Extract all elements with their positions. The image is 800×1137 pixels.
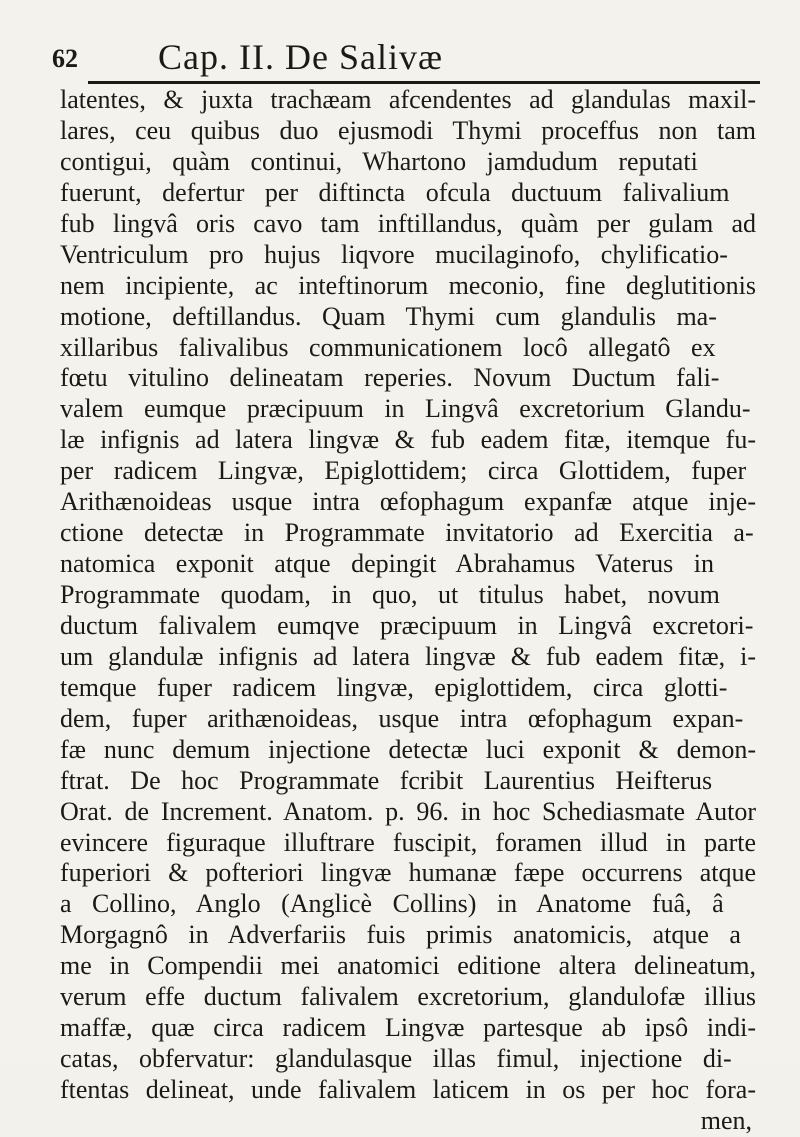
text-line: maffæ, quæ circa radicem Lingvæ partesque ab ipsô indi- [60,1013,756,1043]
text-line: fœtu vitulino delineatam reperies. Novum Ductum fali- [60,363,720,393]
text-line: verum effe ductum falivalem excretorium, glandulofæ illius [60,982,756,1012]
text-line: læ infignis ad latera lingvæ & fub eadem fitæ, itemque fu- [60,425,756,455]
text-line: catas, obfervatur: glandulasque illas fimul, injectione di- [60,1044,732,1074]
text-line: Arithænoideas usque intra œfophagum expanfæ atque inje- [60,487,756,517]
text-line: a Collino, Anglo (Anglicè Collins) in Anatome fuâ, â [60,889,724,919]
body-text [60,85,760,1137]
text-line: fuperiori & pofteriori lingvæ humanæ fæpe occurrens atque [60,858,756,888]
text-line: men, [700,1105,752,1135]
text-line: per radicem Lingvæ, Epiglottidem; circa Glottidem, fuper [60,456,747,486]
text-line: fuerunt, defertur per diftincta ofcula ductuum falivalium [60,177,730,207]
text-line: ctione detectæ in Programmate invitatorio ad Exercitia a- [60,518,754,548]
page-number: 62 [52,44,78,73]
page-header [48,30,760,86]
text-line: Morgagnô in Adverfariis fuis primis anatomicis, atque a [60,920,741,950]
text-line: Orat. de Increment. Anatom. p. 96. in hoc Schediasmate Autor [60,796,756,826]
running-head: Cap. II. De Salivæ [158,37,443,77]
text-line: ftentas delineat, unde falivalem laticem in os per hoc fora- [60,1075,756,1104]
text-line: temque fuper radicem lingvæ, epiglottidem, circa glotti- [60,672,728,702]
text-line: contigui, quàm continui, Whartono jamdudum reputati [60,146,698,176]
text-line: ductum falivalem eumqve præcipuum in Lingvâ excretori- [60,610,754,640]
text-line: ftrat. De hoc Programmate fcribit Laurentius Heifterus [60,765,713,795]
text-line: me in Compendii mei anatomici editione altera delineatum, [60,951,756,981]
text-line: valem eumque præcipuum in Lingvâ excretorium Glandu- [60,394,751,424]
text-line: motione, deftillandus. Quam Thymi cum glandulis ma- [60,301,717,331]
text-line: fæ nunc demum injectione detectæ luci exponit & demon- [60,734,756,764]
text-line: nem incipiente, ac inteftinorum meconio, fine deglutitionis [60,270,756,300]
text-line: evincere figuraque illuftrare fuscipit, foramen illud in parte [60,827,756,857]
text-line: xillaribus falivalibus communicationem locô allegatô ex [60,332,716,362]
text-line: natomica exponit atque depingit Abrahamus Vaterus in [60,549,714,579]
text-line: Programmate quodam, in quo, ut titulus habet, novum [60,580,720,609]
text-line: dem, fuper arithænoideas, usque intra œfophagum expan- [60,703,744,733]
text-line: fub lingvâ oris cavo tam inftillandus, quàm per gulam ad [60,208,756,238]
text-line: um glandulæ infignis ad latera lingvæ & fub eadem fitæ, i- [60,641,756,671]
text-line: Ventriculum pro hujus liqvore mucilaginofo, chylificatio- [60,239,728,269]
header-rule [88,81,760,84]
text-line: latentes, & juxta trachæam afcendentes ad glandulas maxil- [60,85,756,114]
text-line: lares, ceu quibus duo ejusmodi Thymi proceffus non tam [60,115,756,145]
